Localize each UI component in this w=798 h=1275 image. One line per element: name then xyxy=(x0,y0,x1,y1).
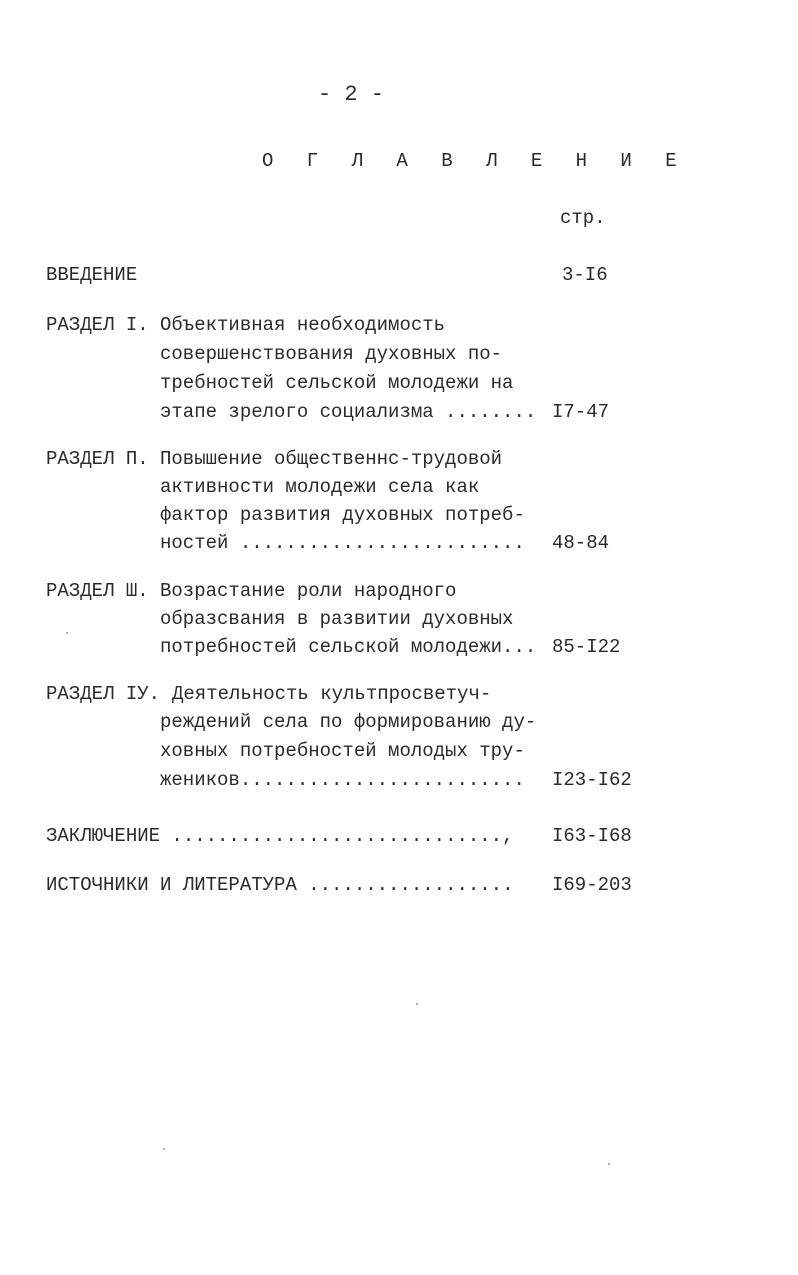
toc-pages: 85-I22 xyxy=(552,636,621,658)
toc-section-label: РАЗДЕЛ П. xyxy=(46,448,149,470)
toc-line: требностей сельской молодежи на xyxy=(160,372,514,394)
toc-line: активности молодежи села как xyxy=(160,476,480,498)
toc-pages: I69-203 xyxy=(552,874,632,896)
toc-pages: I7-47 xyxy=(552,401,610,423)
paper-speck xyxy=(608,1163,610,1165)
paper-speck xyxy=(163,1148,165,1150)
toc-pages: I23-I62 xyxy=(552,769,632,791)
toc-line: фактор развития духовных потреб- xyxy=(160,504,525,526)
toc-line: образсвания в развитии духовных xyxy=(160,608,514,630)
paper-speck xyxy=(416,1003,418,1005)
toc-entry-conclusion: ЗАКЛЮЧЕНИЕ ............................., xyxy=(46,825,514,847)
toc-pages: 3-I6 xyxy=(562,264,608,286)
toc-line: этапе зрелого социализма ........ xyxy=(160,401,537,423)
toc-section-label: РАЗДЕЛ IУ. xyxy=(46,683,161,705)
toc-section-label: РАЗДЕЛ Ш. xyxy=(46,580,149,602)
toc-entry-sources: ИСТОЧНИКИ И ЛИТЕРАТУРА .................. xyxy=(46,874,514,896)
document-title: О Г Л А В Л Е Н И Е xyxy=(262,150,688,172)
toc-pages: I63-I68 xyxy=(552,825,632,847)
toc-line: потребностей сельской молодежи... xyxy=(160,636,537,658)
toc-section-label: РАЗДЕЛ I. xyxy=(46,314,149,336)
toc-line: жеников......................... xyxy=(160,769,525,791)
page-number: - 2 - xyxy=(318,82,385,107)
toc-line: совершенствования духовных по- xyxy=(160,343,503,365)
page-column-header: стр. xyxy=(560,207,606,229)
toc-line: ностей ......................... xyxy=(160,532,525,554)
toc-line: ховных потребностей молодых тру- xyxy=(160,740,525,762)
toc-entry-introduction: ВВЕДЕНИЕ xyxy=(46,264,138,286)
toc-pages: 48-84 xyxy=(552,532,610,554)
paper-speck xyxy=(66,632,68,634)
toc-line: Деятельность культпросветуч- xyxy=(172,683,492,705)
toc-line: реждений села по формированию ду- xyxy=(160,711,537,733)
toc-line: Возрастание роли народного xyxy=(160,580,457,602)
toc-line: Объективная необходимость xyxy=(160,314,446,336)
toc-line: Повышение общественнс-трудовой xyxy=(160,448,503,470)
